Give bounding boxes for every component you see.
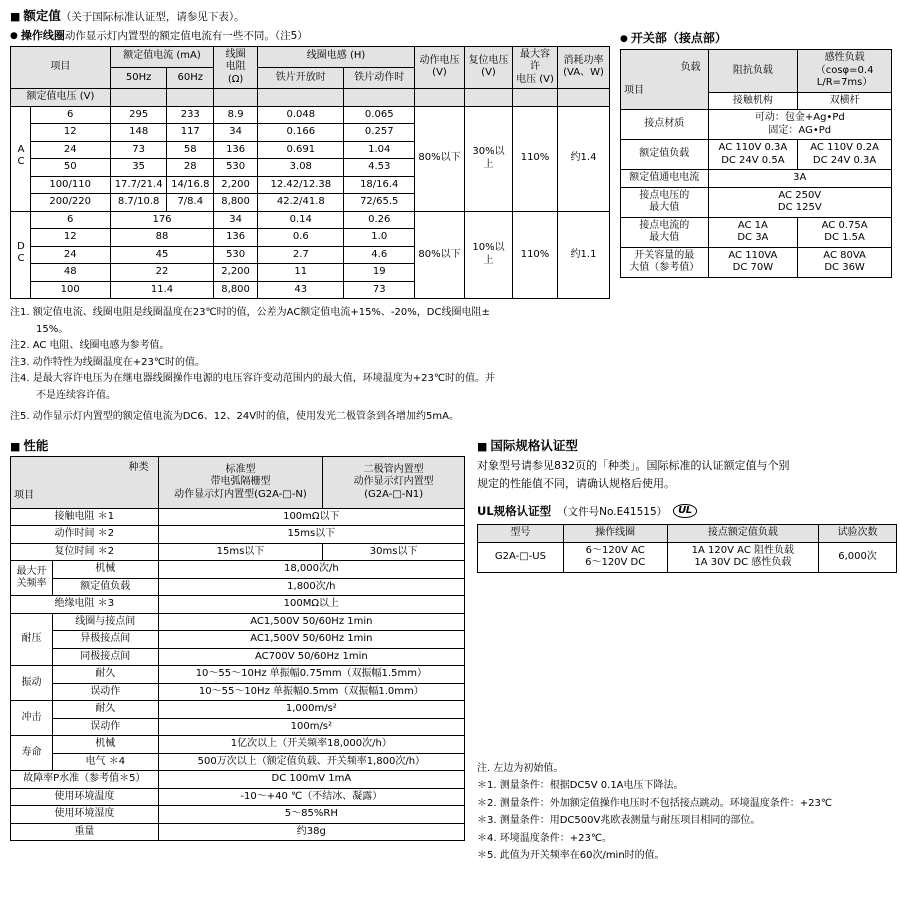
cell-i60: 28 [167,159,214,177]
table-row [11,596,465,614]
cell-model: G2A-□-US [478,542,564,572]
cell-dc-max-volt: 110% [513,211,558,299]
cell-voltage: 6 [30,106,110,124]
row-value: 100mΩ以下 [158,508,464,526]
dc-group-label: DC [11,211,31,299]
cell-ind-open: 3.08 [258,159,344,177]
table-row [11,788,465,806]
certification-section [477,438,897,866]
header-rated-voltage: 额定值电压 (V) [11,89,111,107]
cell-voltage: 24 [30,141,110,159]
header-coil-inductance: 线圈电感 (H) [258,46,415,67]
row-value-res: AC 1A DC 3A [708,217,798,247]
header-resistive-load: 阻抗负载 [708,50,798,93]
row-value: 10～55～10Hz 单振幅0.75mm（双振幅1.5mm） [158,666,464,684]
cell-i60: 58 [167,141,214,159]
note-1: 注1. 额定值电流、线圈电阻是线圈温度在23℃时的值，公差为AC额定值电流+15%、-20%，DC线圈电阻± [10,307,490,319]
cell-ind-act: 1.04 [344,141,415,159]
cell-res: 8,800 [214,194,258,212]
row-value: AC700V 50/60Hz 1min [158,648,464,666]
cell-voltage: 200/220 [30,194,110,212]
row-label: 动作时间 ＊2 [11,526,159,544]
header-model: 型号 [478,525,564,543]
cell-res: 34 [214,211,258,229]
cell-res: 136 [214,141,258,159]
cert-note-5: ＊5. 此值为开关频率在60次/min时的值。 [477,850,665,862]
cell-res: 8.9 [214,106,258,124]
cell-i50: 73 [110,141,167,159]
table-row [11,106,610,124]
header-max-voltage: 最大容许 电压 (V) [513,46,558,89]
cell-i60: 117 [167,124,214,142]
table-row [11,613,465,631]
row-sub-label: 耐久 [52,701,158,719]
row-value: 500万次以上（额定值负载、开关频率1,800次/h） [158,753,464,771]
cell-voltage: 100/110 [30,176,110,194]
cell-current: 45 [110,246,213,264]
table-row [11,543,465,561]
note-3: 注3. 动作特性为线圈温度在+23℃时的值。 [10,356,206,368]
row-value: 约38g [158,823,464,841]
table-row [11,211,610,229]
row-value: 100MΩ以上 [158,596,464,614]
table-row [621,140,892,170]
cell-dc-op-volt: 80%以下 [415,211,465,299]
table-row [11,526,465,544]
row-sub-label: 电气 ＊4 [52,753,158,771]
cell-voltage: 48 [30,264,110,282]
cell-ind-act: 1.0 [344,229,415,247]
cell-i50: 17.7/21.4 [110,176,167,194]
cell-ind-open: 12.42/12.38 [258,176,344,194]
cell-ind-act: 0.257 [344,124,415,142]
cert-note-1: ＊1. 测量条件：根据DC5V 0.1A电压下降法。 [477,780,684,792]
row-label: 重量 [11,823,159,841]
cell-i50: 295 [110,106,167,124]
row-value: 1,800次/h [158,578,464,596]
row-value: 100m/s² [158,718,464,736]
cell-ind-act: 0.26 [344,211,415,229]
row-sub-label: 机械 [52,736,158,754]
row-label: 接触电阻 ＊1 [11,508,159,526]
cell-voltage: 12 [30,124,110,142]
header-coil-res: 线圈 电阻 (Ω) [214,46,258,89]
performance-table [10,456,465,842]
row-value: DC 100mV 1mA [158,771,464,789]
table-row [621,187,892,217]
rating-title: ■ 额定值（关于国际标准认证型，请参见下表）。 [10,8,610,24]
table-header-row [478,525,897,543]
cert-note-4: ＊4. 环境温度条件：+23℃。 [477,832,613,844]
cell-ind-act: 18/16.4 [344,176,415,194]
cell-ind-open: 11 [258,264,344,282]
row-value: 可动：包金+Ag•Pd 固定：AG•Pd [708,110,891,140]
row-label: 接触机构 [708,92,798,110]
cell-res: 530 [214,246,258,264]
row-value: 10～55～10Hz 单振幅0.5mm（双振幅1.0mm） [158,683,464,701]
header-switch-item: 负载 项目 [621,50,709,110]
top-section [10,8,890,426]
switch-section [620,8,892,278]
table-row [11,683,465,701]
cell-voltage: 50 [30,159,110,177]
cell-ind-open: 42.2/41.8 [258,194,344,212]
row-sub-label: 机械 [52,561,158,579]
row-value-res: AC 110VA DC 70W [708,247,798,277]
table-row [621,247,892,277]
cell-current: 22 [110,264,213,282]
header-ind-open: 铁片开放时 [258,67,344,88]
row-group-label: 冲击 [11,701,53,736]
cell-tests: 6,000次 [819,542,897,572]
cell-ind-act: 73 [344,281,415,299]
note-5: 注5. 动作显示灯内置型的额定值电流为DC6、12、24V时的值，使用发光二极管条到各增加约5mA。 [10,411,459,423]
cell-voltage: 24 [30,246,110,264]
cert-note-2: ＊2. 测量条件：外加额定值操作电压时不包括接点跳动。环境温度条件：+23℃ [477,797,833,809]
cell-ind-open: 43 [258,281,344,299]
cell-i50: 148 [110,124,167,142]
cell-ind-open: 0.048 [258,106,344,124]
header-coil: 操作线圈 [563,525,667,543]
row-label: 绝缘电阻 ＊3 [11,596,159,614]
row-group-label: 寿命 [11,736,53,771]
header-rated-current: 额定值电流 (mA) [110,46,213,67]
row-value: -10～+40 ℃（不结冰、凝露） [158,788,464,806]
table-row [478,542,897,572]
header-power: 消耗功率 (VA、W) [558,46,610,89]
row-sub-label: 误动作 [52,683,158,701]
certification-paragraph: 对象型号请参见832页的「种类」。国际标准的认证额定值与个别 规定的性能值不同，请确认规格后使用。 [477,458,790,490]
performance-section [10,438,465,842]
coil-subtitle: ● 操作线圈动作显示灯内置型的额定值电流有一些不同。（注5） [10,27,610,43]
row-group-label: 最大开 关频率 [11,561,53,596]
table-header-row [11,456,465,508]
table-header-row [11,46,610,67]
header-50hz: 50Hz [110,67,167,88]
cell-ac-power: 约1.4 [558,106,610,211]
cell-i50: 35 [110,159,167,177]
cell-res: 2,200 [214,176,258,194]
table-row [11,771,465,789]
cell-ind-open: 2.7 [258,246,344,264]
row-label: 接点材质 [621,110,709,140]
cell-res: 2,200 [214,264,258,282]
header-item: 项目 [11,46,111,89]
cell-current: 88 [110,229,213,247]
certification-notes [477,761,897,865]
cell-ind-act: 19 [344,264,415,282]
row-value: AC1,500V 50/60Hz 1min [158,631,464,649]
table-row [11,648,465,666]
row-value: 15ms以下 [158,526,464,544]
row-group-label: 耐压 [11,613,53,666]
table-row [11,578,465,596]
cell-ind-open: 0.691 [258,141,344,159]
table-header-row [621,50,892,93]
cell-ind-act: 0.065 [344,106,415,124]
row-value: 18,000次/h [158,561,464,579]
cell-coil: 6～120V AC 6～120V DC [563,542,667,572]
table-row [11,736,465,754]
header-operate-voltage: 动作电压 (V) [415,46,465,89]
bottom-section [10,438,890,866]
cell-ind-act: 4.53 [344,159,415,177]
header-ind-act: 铁片动作时 [344,67,415,88]
header-reset-voltage: 复位电压 (V) [465,46,513,89]
header-kind-item: 种类 项目 [11,456,159,508]
cell-load: 1A 120V AC 阻性负载 1A 30V DC 感性负载 [667,542,819,572]
table-row [11,666,465,684]
row-value-ind: AC 80VA DC 36W [798,247,892,277]
note-1b: 15%。 [36,323,69,335]
row-label: 复位时间 ＊2 [11,543,159,561]
cell-voltage: 12 [30,229,110,247]
table-row [11,508,465,526]
row-label: 接点电压的 最大值 [621,187,709,217]
table-row [621,217,892,247]
cell-dc-rst-volt: 10%以上 [465,211,513,299]
cell-ind-act: 72/65.5 [344,194,415,212]
row-sub-label: 线圈与接点间 [52,613,158,631]
table-row [11,701,465,719]
cell-voltage: 6 [30,211,110,229]
row-value: 3A [708,170,891,188]
table-row [11,823,465,841]
row-sub-label: 异极接点间 [52,631,158,649]
cell-ind-act: 4.6 [344,246,415,264]
rating-table [10,46,610,300]
rating-section [10,8,610,426]
cell-ind-open: 0.14 [258,211,344,229]
table-row [11,806,465,824]
row-value: 双横杆 [798,92,892,110]
ac-group-label: AC [11,106,31,211]
row-label: 故障率P水准（参考值＊5） [11,771,159,789]
header-inductive-load: 感性负载 （cosφ=0.4 L/R=7ms） [798,50,892,93]
row-value-led: 30ms以下 [323,543,465,561]
row-label: 额定值通电电流 [621,170,709,188]
table-row [11,631,465,649]
row-label: 使用环境湿度 [11,806,159,824]
row-sub-label: 误动作 [52,718,158,736]
table-header-row-3 [11,89,610,107]
note-2: 注2. AC 电阻、线圈电感为参考值。 [10,340,170,352]
row-value-ind: AC 0.75A DC 1.5A [798,217,892,247]
cell-ac-rst-volt: 30%以上 [465,106,513,211]
cell-i60: 14/16.8 [167,176,214,194]
header-60hz: 60Hz [167,67,214,88]
row-label: 接点电流的 最大值 [621,217,709,247]
cell-res: 136 [214,229,258,247]
cell-i60: 233 [167,106,214,124]
cell-res: 34 [214,124,258,142]
row-group-label: 振动 [11,666,53,701]
cell-i50: 8.7/10.8 [110,194,167,212]
cell-current: 176 [110,211,213,229]
row-value: 1亿次以上（开关频率18,000次/h） [158,736,464,754]
switch-table [620,49,892,278]
row-value: 5～85%RH [158,806,464,824]
cell-ind-open: 0.6 [258,229,344,247]
header-contact-load: 接点额定值负载 [667,525,819,543]
cell-current: 11.4 [110,281,213,299]
row-value: 1,000m/s² [158,701,464,719]
row-sub-label: 耐久 [52,666,158,684]
header-diode-type: 二极管内置型 动作显示灯内置型 (G2A-□-N1) [323,456,465,508]
cell-dc-power: 约1.1 [558,211,610,299]
cert-note-3: ＊3. 测量条件：用DC500V兆欧表测量与耐压项目相同的部位。 [477,815,761,827]
table-row [11,753,465,771]
cell-voltage: 100 [30,281,110,299]
cell-res: 530 [214,159,258,177]
cell-ac-op-volt: 80%以下 [415,106,465,211]
table-row [621,110,892,140]
cell-ind-open: 0.166 [258,124,344,142]
row-sub-label: 同极接点间 [52,648,158,666]
note-4b: 不是连续容许值。 [36,389,116,401]
performance-title: ■ 性能 [10,438,465,453]
note-4: 注4. 是最大容许电压为在继电器线圈操作电源的电压容许变动范围内的最大值，环境温度为+23℃时的值。并 [10,373,496,385]
switch-title: ● 开关部（接点部） [620,29,892,46]
header-standard-type: 标准型 带电弧隔栅型 动作显示灯内置型(G2A-□-N) [158,456,323,508]
table-row [621,170,892,188]
row-sub-label: 额定值负载 [52,578,158,596]
cert-note-0: 注. 左边为初始值。 [477,762,564,774]
cell-i60: 7/8.4 [167,194,214,212]
row-label: 开关容量的最 大值（参考值） [621,247,709,277]
row-value: AC1,500V 50/60Hz 1min [158,613,464,631]
certification-title: ■ 国际规格认证型 [477,438,897,453]
ul-heading: UL规格认证型 （文件号No.E41515） UL [477,503,897,519]
row-label: 使用环境温度 [11,788,159,806]
ul-logo-icon: UL [673,504,697,518]
cell-res: 8,800 [214,281,258,299]
row-value-std: 15ms以下 [158,543,323,561]
table-row [11,718,465,736]
row-value: AC 250V DC 125V [708,187,891,217]
cell-ac-max-volt: 110% [513,106,558,211]
row-label: 额定值负载 [621,140,709,170]
row-value-res: AC 110V 0.3A DC 24V 0.5A [708,140,798,170]
table-row [11,561,465,579]
header-test-count: 试验次数 [819,525,897,543]
row-value-ind: AC 110V 0.2A DC 24V 0.3A [798,140,892,170]
ul-table [477,524,897,573]
rating-notes [10,305,610,425]
